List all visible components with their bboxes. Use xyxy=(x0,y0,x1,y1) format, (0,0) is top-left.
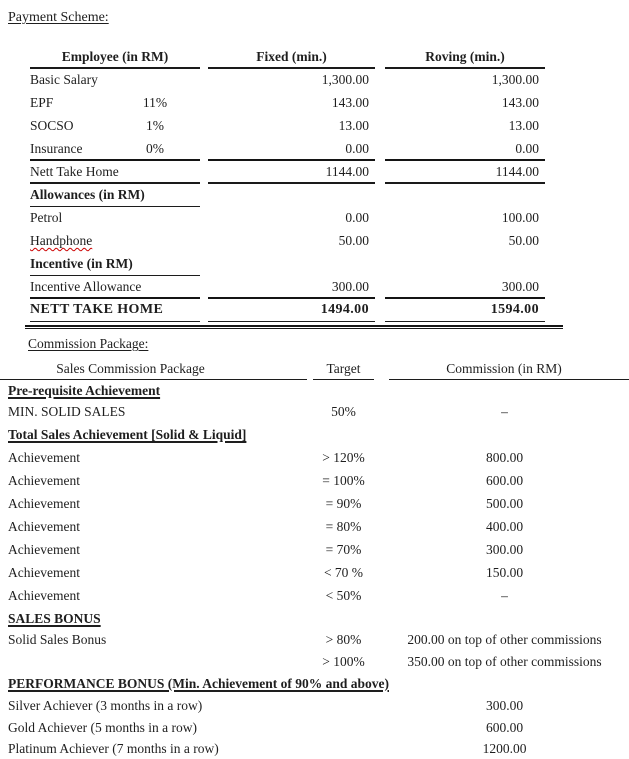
table-row xyxy=(0,739,629,759)
commission-value: – xyxy=(501,404,508,419)
row-label xyxy=(0,651,307,673)
commission-value: 500.00 xyxy=(485,496,524,511)
fixed-value: 0.00 xyxy=(208,138,375,161)
section-title-row xyxy=(0,608,629,629)
row-label: Achievement xyxy=(8,496,80,511)
table-row xyxy=(30,230,545,253)
commission-table-header-row xyxy=(0,358,629,380)
allowances-section-row xyxy=(30,184,545,207)
row-label: Gold Achiever (5 months in a row) xyxy=(8,720,197,735)
row-label: SOCSO xyxy=(30,118,74,133)
table-row xyxy=(30,115,545,138)
payment-scheme-title: Payment Scheme: xyxy=(8,10,109,25)
row-label: Basic Salary xyxy=(30,72,98,87)
target-value: = 80% xyxy=(325,519,362,534)
total-sales-section-title: Total Sales Achievement [Solid & Liquid] xyxy=(8,427,247,442)
row-label: Platinum Achiever (7 months in a row) xyxy=(8,741,219,756)
commission-value: 150.00 xyxy=(485,565,524,580)
table-row xyxy=(30,138,545,161)
roving-value: 1,300.00 xyxy=(491,72,539,87)
section-title-row xyxy=(0,424,629,447)
row-label: EPF xyxy=(30,95,54,110)
table-row xyxy=(30,92,545,115)
document-page xyxy=(0,10,629,756)
target-value: = 70% xyxy=(325,542,362,557)
table-row xyxy=(0,629,629,651)
roving-value: 300.00 xyxy=(385,276,545,299)
target-value: > 120% xyxy=(322,450,365,465)
section-title-row xyxy=(0,673,629,695)
row-label: Petrol xyxy=(30,210,63,225)
row-label: Achievement xyxy=(8,473,80,488)
total-roving-value: 1594.00 xyxy=(385,299,545,322)
column-header-sales-commission-package: Sales Commission Package xyxy=(0,358,307,380)
fixed-value: 0.00 xyxy=(345,210,369,225)
row-label: Achievement xyxy=(8,565,80,580)
commission-package-title: Commission Package: xyxy=(28,336,149,351)
fixed-value: 1144.00 xyxy=(208,161,375,184)
roving-value: 143.00 xyxy=(501,95,539,110)
payment-table xyxy=(30,46,545,322)
row-label: MIN. SOLID SALES xyxy=(8,404,126,419)
target-value: 50% xyxy=(331,404,356,419)
table-row xyxy=(0,493,629,516)
fixed-value: 13.00 xyxy=(338,118,369,133)
commission-value: 300.00 xyxy=(485,698,524,713)
fixed-value: 50.00 xyxy=(338,233,369,248)
commission-value: 200.00 on top of other commissions xyxy=(407,632,602,647)
row-label: Achievement xyxy=(8,542,80,557)
column-header-fixed: Fixed (min.) xyxy=(208,46,375,69)
incentive-section-title: Incentive (in RM) xyxy=(30,256,133,271)
row-label: Nett Take Home xyxy=(30,164,119,179)
target-value: < 70 % xyxy=(323,565,364,580)
roving-value: 50.00 xyxy=(508,233,539,248)
table-row xyxy=(0,651,629,673)
table-row xyxy=(30,69,545,92)
row-label: Silver Achiever (3 months in a row) xyxy=(8,698,203,713)
table-row xyxy=(0,717,629,739)
column-header-commission: Commission (in RM) xyxy=(389,358,629,380)
table-row xyxy=(0,562,629,585)
incentive-section-row xyxy=(30,253,545,276)
target-value: = 100% xyxy=(322,473,365,488)
target-value: = 90% xyxy=(325,496,362,511)
target-value: > 100% xyxy=(322,654,365,669)
commission-value: 350.00 on top of other commissions xyxy=(407,654,602,669)
table-row xyxy=(0,539,629,562)
table-row xyxy=(0,470,629,493)
table-bottom-double-rule xyxy=(25,325,563,329)
commission-value: 1200.00 xyxy=(482,741,527,756)
section-title-row xyxy=(0,380,629,401)
commission-table xyxy=(0,358,629,759)
row-label: Insurance xyxy=(30,141,83,156)
column-header-target: Target xyxy=(313,358,374,380)
performance-bonus-section-title: PERFORMANCE BONUS (Min. Achievement of 90% and above) xyxy=(8,676,389,691)
row-percent: 0% xyxy=(146,141,164,156)
table-row xyxy=(30,276,545,299)
roving-value: 13.00 xyxy=(508,118,539,133)
row-label: Achievement xyxy=(8,588,80,603)
table-row xyxy=(0,401,629,424)
table-row xyxy=(0,695,629,717)
sales-bonus-section-title: SALES BONUS xyxy=(8,611,101,626)
allowances-section-title: Allowances (in RM) xyxy=(30,187,145,202)
target-value: < 50% xyxy=(325,588,362,603)
row-percent xyxy=(110,69,200,92)
commission-value: 800.00 xyxy=(485,450,524,465)
roving-value: 0.00 xyxy=(385,138,545,161)
column-header-employee: Employee (in RM) xyxy=(30,46,200,69)
table-row xyxy=(0,585,629,608)
commission-value: 300.00 xyxy=(485,542,524,557)
commission-value: 400.00 xyxy=(485,519,524,534)
fixed-value: 1,300.00 xyxy=(321,72,369,87)
total-fixed-value: 1494.00 xyxy=(208,299,375,322)
row-label: Incentive Allowance xyxy=(30,279,142,294)
payment-table-header-row xyxy=(30,46,545,69)
row-percent: 11% xyxy=(142,95,168,110)
total-label: NETT TAKE HOME xyxy=(30,302,164,317)
commission-value: 600.00 xyxy=(485,473,524,488)
roving-value: 100.00 xyxy=(501,210,539,225)
roving-value: 1144.00 xyxy=(385,161,545,184)
target-value: > 80% xyxy=(325,632,362,647)
total-row xyxy=(30,299,545,322)
commission-value: 600.00 xyxy=(485,720,524,735)
row-percent: 1% xyxy=(146,118,164,133)
row-label-misspelled: Handphone xyxy=(30,233,93,248)
table-row xyxy=(0,447,629,470)
fixed-value: 143.00 xyxy=(331,95,369,110)
row-label: Achievement xyxy=(8,450,80,465)
nett-take-home-row xyxy=(30,161,545,184)
column-header-roving: Roving (min.) xyxy=(385,46,545,69)
prerequisite-section-title: Pre-requisite Achievement xyxy=(8,383,161,398)
row-label: Achievement xyxy=(8,519,80,534)
row-label: Solid Sales Bonus xyxy=(8,632,107,647)
table-row xyxy=(0,516,629,539)
commission-value: – xyxy=(501,588,508,603)
fixed-value: 300.00 xyxy=(208,276,375,299)
table-row xyxy=(30,207,545,230)
